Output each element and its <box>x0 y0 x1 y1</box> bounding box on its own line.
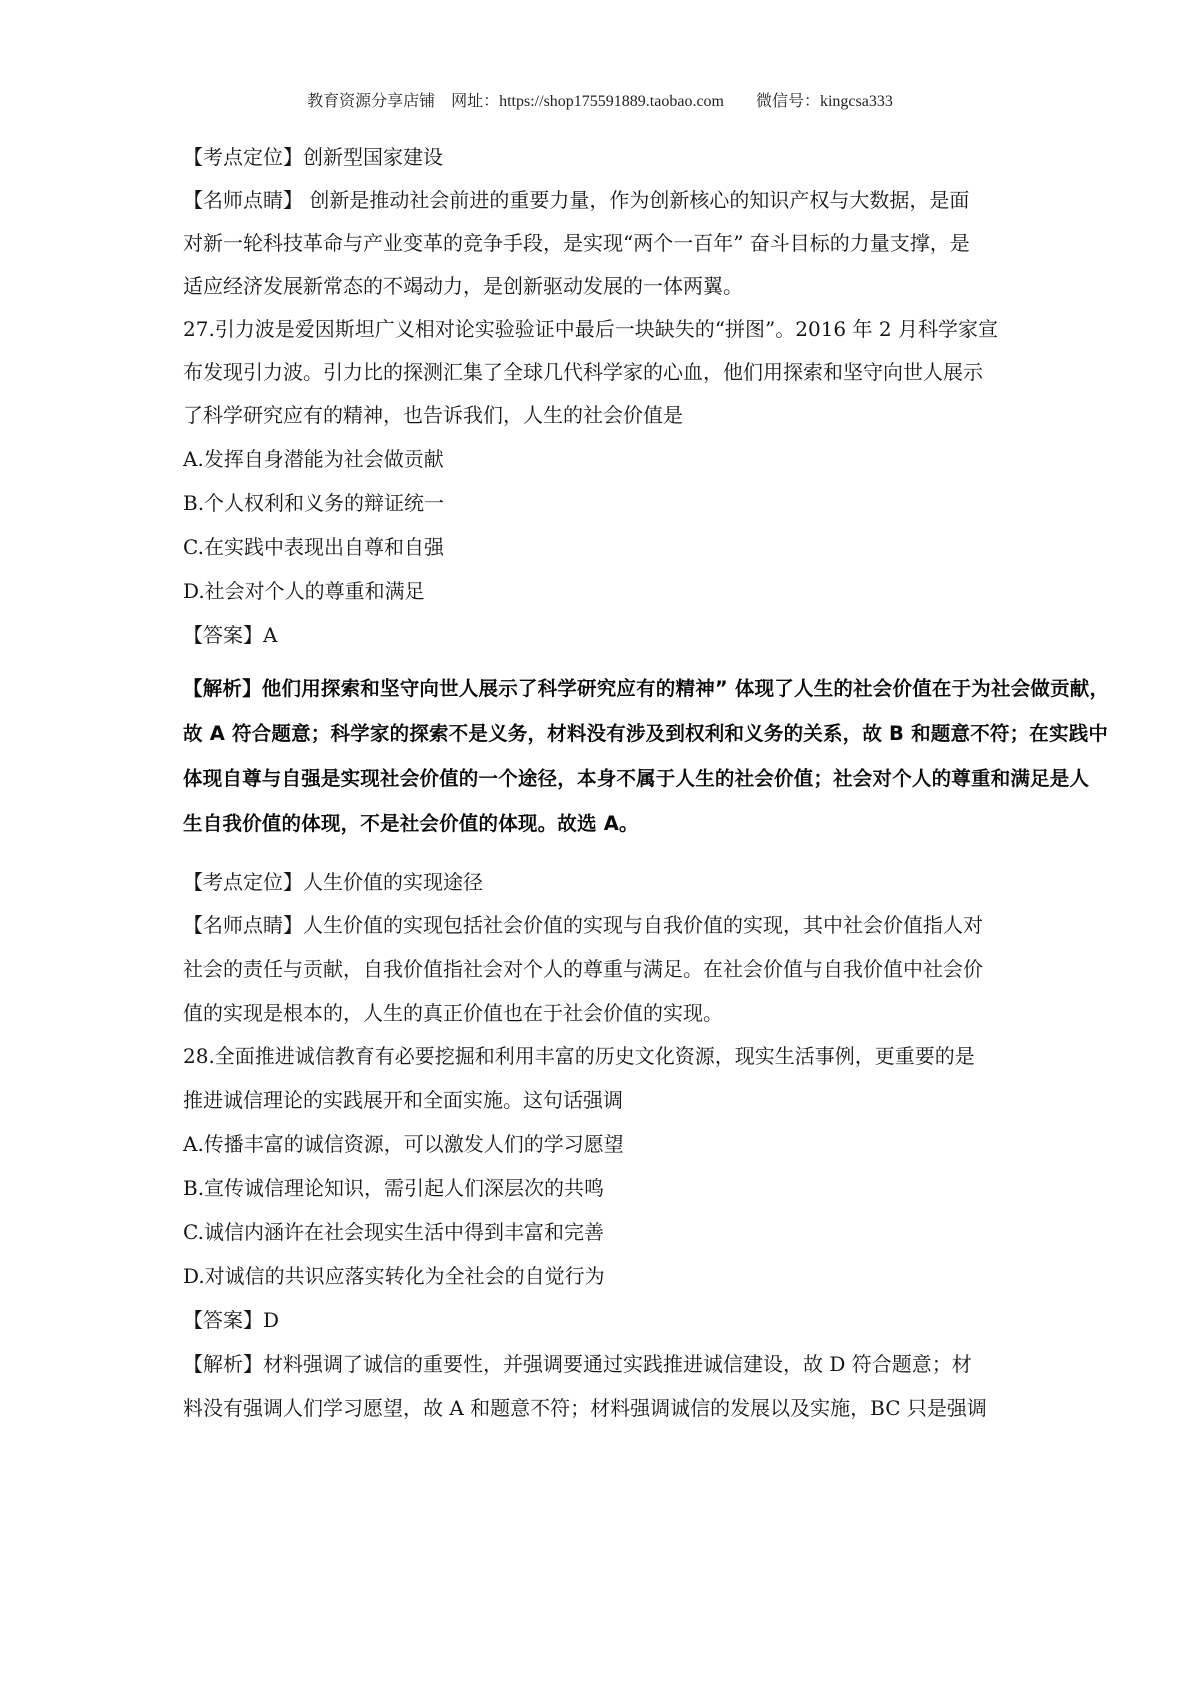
question-stem-line: 了科学研究应有的精神，也告诉我们，人生的社会价值是 <box>183 403 683 427</box>
dianjing-line: 【名师点睛】人生价值的实现包括社会价值的实现与自我价值的实现，其中社会价值指人对 <box>183 913 983 937</box>
answer-line: 【答案】A <box>183 623 278 647</box>
analysis-line: 故 A 符合题意；科学家的探索不是义务，材料没有涉及到权利和义务的关系，故 B 和题意不符；在实践中 <box>183 722 1109 745</box>
analysis-line: 生自我价值的体现，不是社会价值的体现。故选 A。 <box>183 812 639 835</box>
question-stem-line: 27.引力波是爱因斯坦广义相对论实验验证中最后一块缺失的“拼图”。2016 年 2 月科学家宣 <box>183 317 998 341</box>
analysis-line: 料没有强调人们学习愿望，故 A 和题意不符；材料强调诚信的发展以及实施，BC 只是强调 <box>183 1396 987 1420</box>
analysis-line: 【解析】他们用探索和坚守向世人展示了科学研究应有的精神” 体现了人生的社会价值在于为社会做贡献， <box>183 677 1110 700</box>
paragraph-line: 对新一轮科技革命与产业变革的竞争手段，是实现“两个一百年” 奋斗目标的力量支撑，是 <box>183 231 970 255</box>
question-stem-line: 布发现引力波。引力比的探测汇集了全球几代科学家的心血，他们用探索和坚守向世人展示 <box>183 360 983 384</box>
kaodian-line: 【考点定位】创新型国家建设 <box>183 145 443 169</box>
option-b: B.宣传诚信理论知识，需引起人们深层次的共鸣 <box>183 1176 605 1200</box>
option-c: C.诚信内涵许在社会现实生活中得到丰富和完善 <box>183 1220 604 1244</box>
question-stem-line: 28.全面推进诚信教育有必要挖掘和利用丰富的历史文化资源，现实生活事例，更重要的是 <box>183 1044 975 1068</box>
option-d: D.对诚信的共识应落实转化为全社会的自觉行为 <box>183 1264 605 1288</box>
option-a: A.传播丰富的诚信资源，可以激发人们的学习愿望 <box>183 1132 624 1156</box>
option-a: A.发挥自身潜能为社会做贡献 <box>183 447 444 471</box>
answer-line: 【答案】D <box>183 1308 280 1332</box>
paragraph-line: 适应经济发展新常态的不竭动力，是创新驱动发展的一体两翼。 <box>183 274 743 298</box>
option-c: C.在实践中表现出自尊和自强 <box>183 535 444 559</box>
analysis-line: 体现自尊与自强是实现社会价值的一个途径，本身不属于人生的社会价值；社会对个人的尊重和满足是人 <box>183 767 1090 790</box>
page-header: 教育资源分享店铺 网址：https://shop175591889.taobao.com 微信号：kingcsa333 <box>307 93 893 110</box>
paragraph-line: 社会的责任与贡献，自我价值指社会对个人的尊重与满足。在社会价值与自我价值中社会价 <box>183 957 983 981</box>
paragraph-line: 值的实现是根本的，人生的真正价值也在于社会价值的实现。 <box>183 1001 723 1025</box>
kaodian-line: 【考点定位】人生价值的实现途径 <box>183 870 483 894</box>
option-b: B.个人权利和义务的辩证统一 <box>183 491 445 515</box>
dianjing-line: 【名师点睛】 创新是推动社会前进的重要力量，作为创新核心的知识产权与大数据，是面 <box>183 188 970 212</box>
analysis-line: 【解析】材料强调了诚信的重要性，并强调要通过实践推进诚信建设，故 D 符合题意；材 <box>183 1352 972 1376</box>
question-stem-line: 推进诚信理论的实践展开和全面实施。这句话强调 <box>183 1088 623 1112</box>
option-d: D.社会对个人的尊重和满足 <box>183 579 425 603</box>
